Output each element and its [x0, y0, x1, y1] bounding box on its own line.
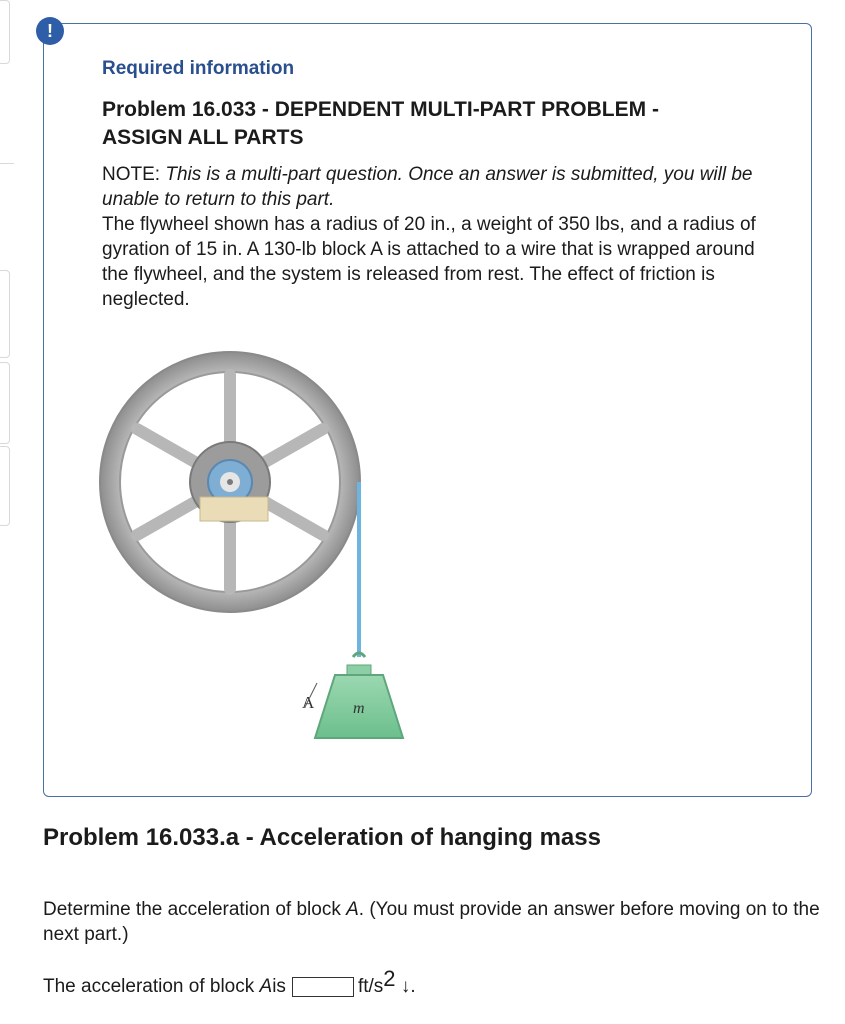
question-post: . (You must provide an answer before moving on to the next part.)	[43, 899, 820, 945]
answer-is: is	[272, 976, 286, 997]
problem-description: The flywheel shown has a radius of 20 in., a weight of 350 lbs, and a radius of gyration of 15 in. A 130-lb block A is attached to a wire that is wrapped around the flywheel, and the system is released from rest. The effect of friction is neglected.	[102, 214, 756, 310]
direction-arrow: ↓.	[400, 976, 416, 997]
problem-text	[102, 162, 762, 312]
acceleration-input[interactable]	[292, 977, 354, 997]
edge-tab[interactable]	[0, 362, 10, 444]
answer-prefix: The acceleration of block	[43, 976, 255, 997]
edge-tab[interactable]	[0, 446, 10, 526]
block-label: A	[302, 693, 315, 712]
edge-divider	[0, 163, 14, 164]
support-bracket	[200, 497, 268, 521]
flywheel-figure	[95, 345, 425, 755]
required-info-heading: Required information	[102, 58, 295, 79]
question-var: A	[346, 899, 359, 920]
alert-icon: !	[36, 17, 64, 45]
answer-row	[43, 966, 416, 998]
mass-label: m	[353, 700, 365, 717]
answer-var: A	[259, 976, 273, 997]
note-label: NOTE:	[102, 164, 166, 185]
question-text	[43, 897, 843, 947]
part-title: Problem 16.033.a - Acceleration of hanging mass	[43, 824, 601, 851]
question-pre: Determine the acceleration of block	[43, 899, 347, 920]
flywheel	[100, 352, 360, 612]
edge-tab[interactable]	[0, 0, 10, 64]
problem-title: Problem 16.033 - DEPENDENT MULTI-PART PROBLEM - ASSIGN ALL PARTS	[102, 98, 659, 149]
edge-tab[interactable]	[0, 270, 10, 358]
unit-label: $ft/s^2$	[357, 966, 396, 997]
note-text: This is a multi-part question. Once an answer is submitted, you will be unable to return to this part.	[102, 164, 753, 210]
